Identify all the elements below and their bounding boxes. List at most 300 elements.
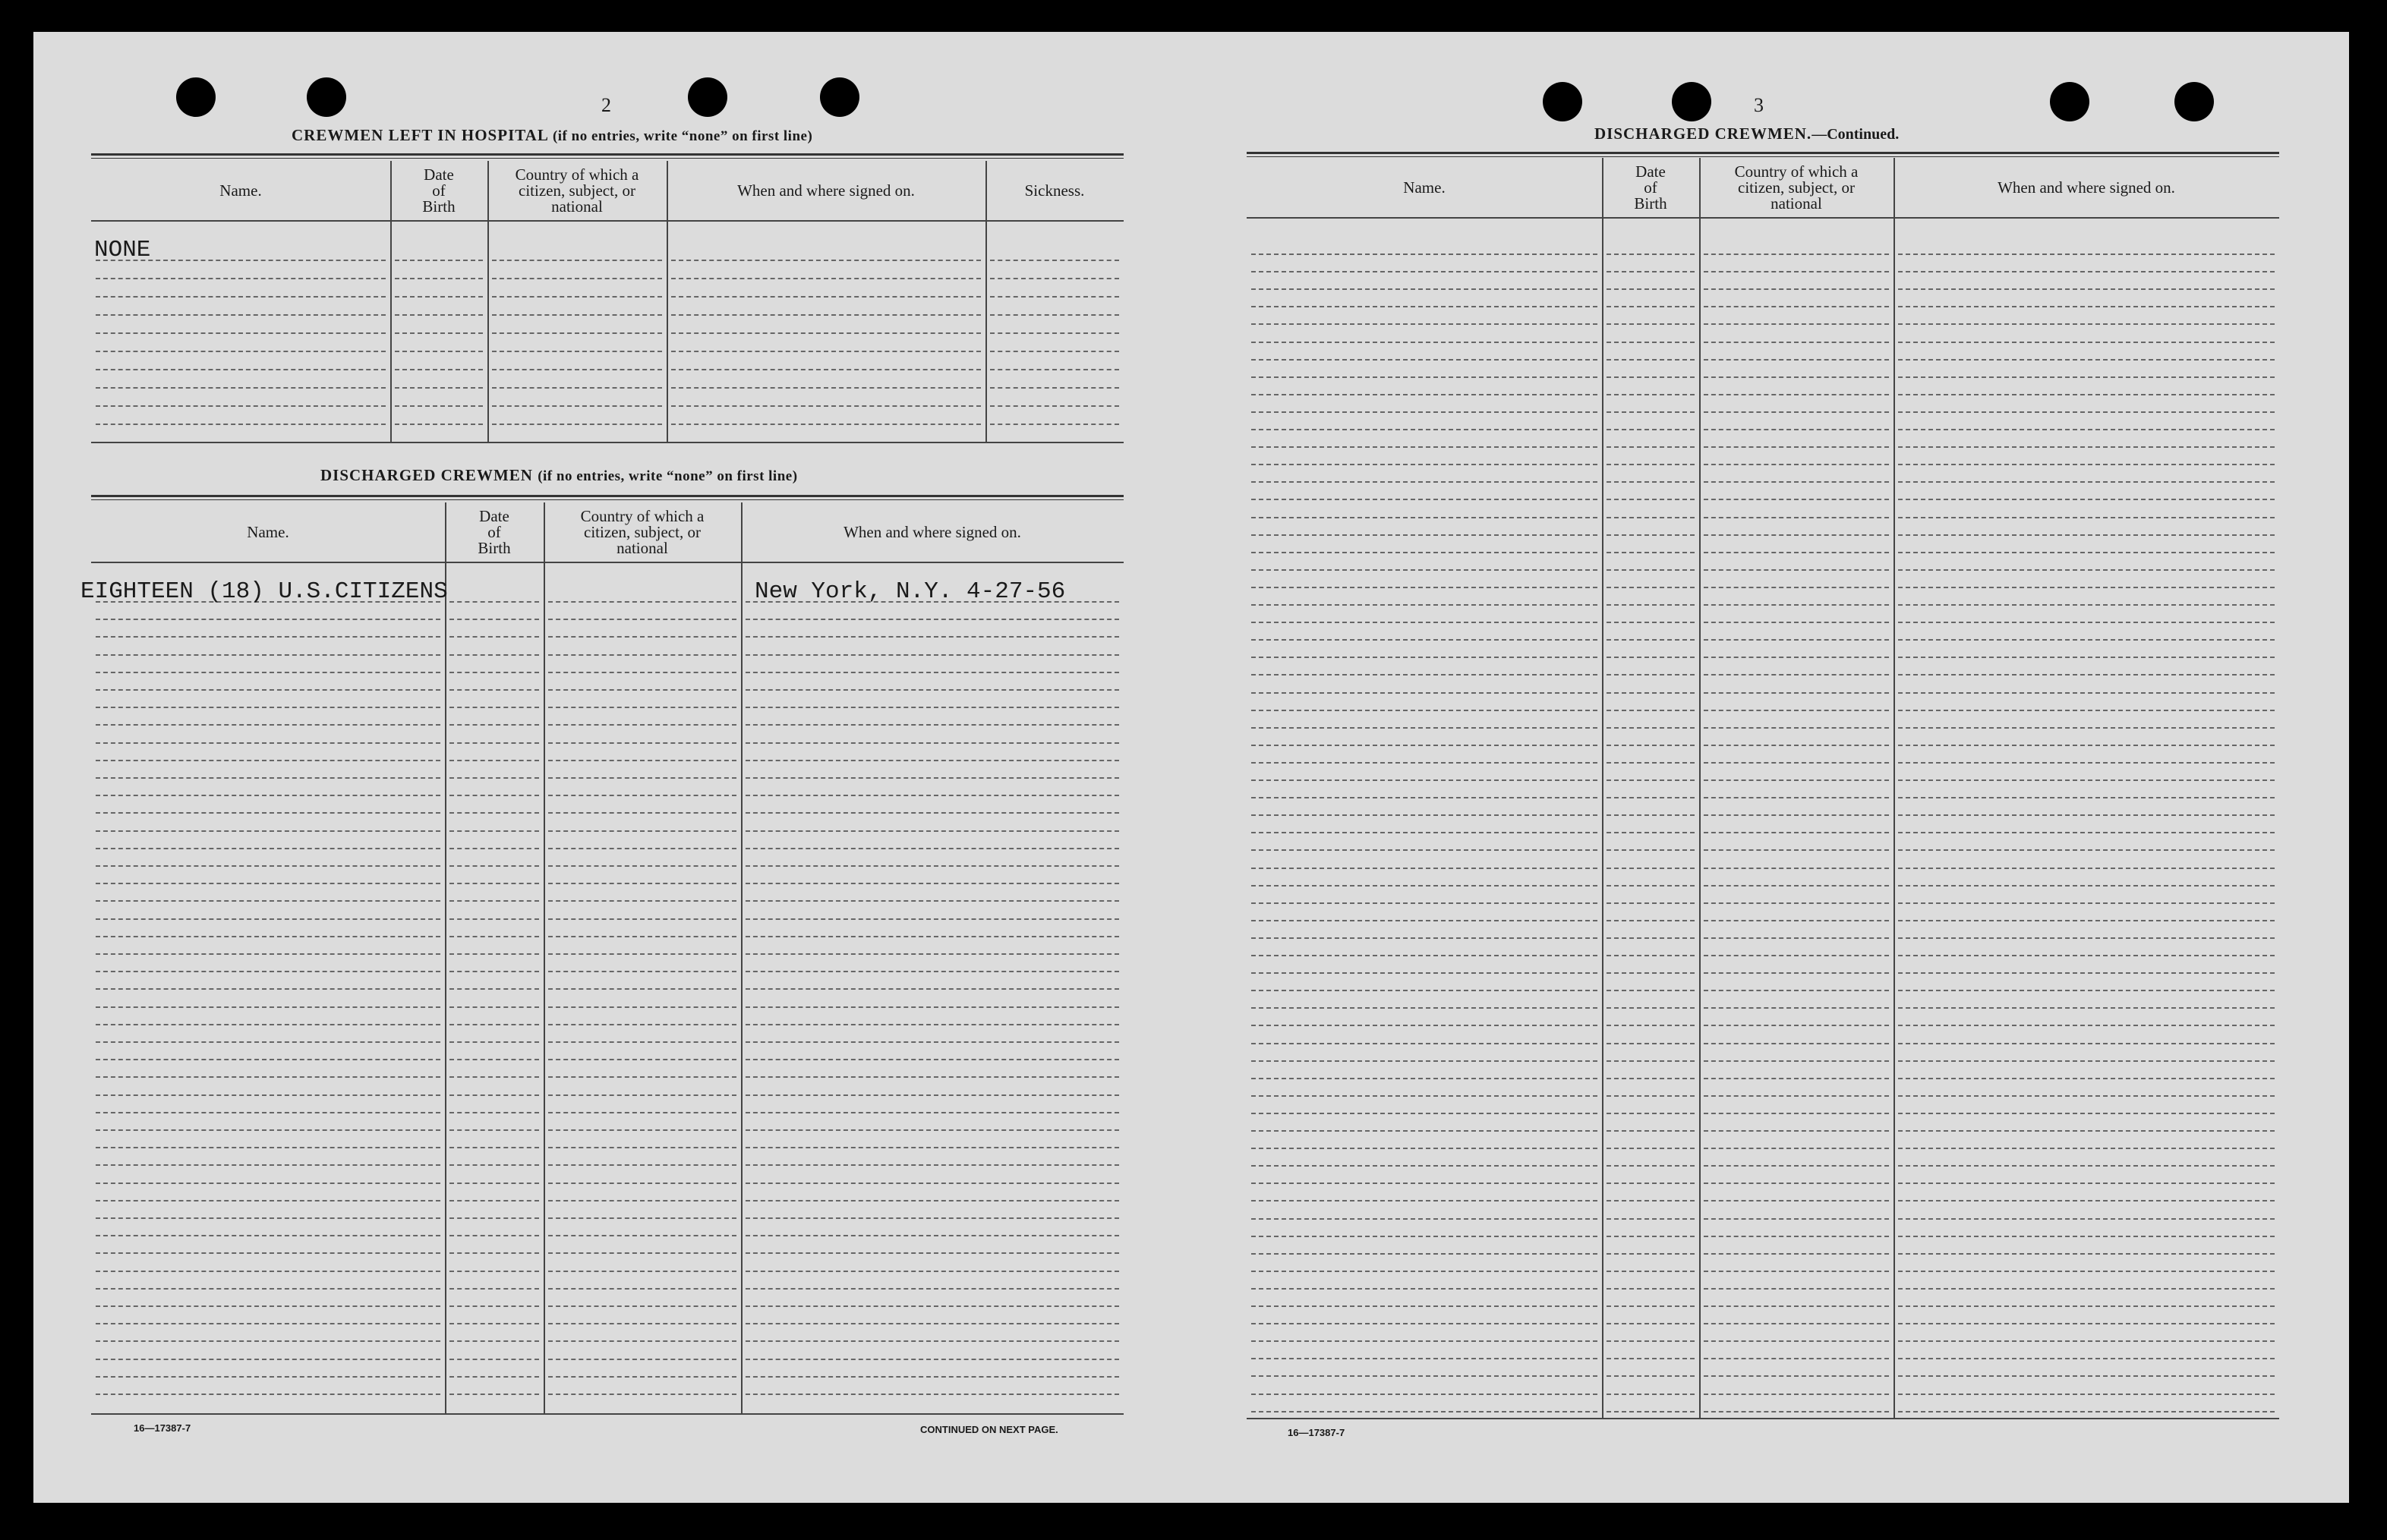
entry-line <box>1607 639 1695 641</box>
entry-line <box>1251 1007 1597 1009</box>
entry-line <box>1607 1183 1695 1184</box>
entry-line <box>1898 446 2275 448</box>
entry-line <box>449 601 539 603</box>
entry-line <box>1898 604 2275 606</box>
entry-line <box>1898 481 2275 483</box>
entry-line <box>990 369 1119 370</box>
entry-line <box>1704 674 1889 676</box>
entry-line <box>1251 1218 1597 1220</box>
entry-line <box>96 812 440 814</box>
entry-line <box>1704 429 1889 430</box>
entry-line <box>1898 779 2275 781</box>
entry-line <box>449 1059 539 1060</box>
entry-line <box>449 1323 539 1324</box>
hospital-divider <box>487 161 489 442</box>
entry-line <box>449 1006 539 1008</box>
entry-line <box>1251 1095 1597 1097</box>
entry-line <box>1607 1043 1695 1044</box>
right-section-title <box>1594 124 1899 143</box>
entry-line <box>1898 1043 2275 1044</box>
entry-line <box>449 953 539 955</box>
entry-line <box>1704 639 1889 641</box>
entry-line <box>96 883 440 884</box>
entry-line <box>96 848 440 849</box>
entry-line <box>548 1094 736 1096</box>
entry-line <box>1898 394 2275 395</box>
entry-line <box>1251 657 1597 658</box>
entry-line <box>1704 411 1889 413</box>
entry-line <box>1607 868 1695 869</box>
entry-line <box>1704 569 1889 571</box>
entry-line <box>990 296 1119 298</box>
entry-line <box>1607 1165 1695 1167</box>
entry-line <box>492 260 662 261</box>
hospital-divider <box>985 161 987 442</box>
entry-line <box>96 1217 440 1219</box>
entry-line <box>96 1359 440 1360</box>
entry-line <box>1898 1288 2275 1290</box>
entry-line <box>449 760 539 761</box>
entry-line <box>1607 1148 1695 1149</box>
entry-line <box>449 1200 539 1201</box>
entry-line <box>1704 271 1889 272</box>
entry-line <box>990 424 1119 425</box>
entry-line <box>1898 814 2275 816</box>
entry-line <box>1704 1236 1889 1237</box>
entry-line <box>1898 569 2275 571</box>
entry-line <box>96 1305 440 1307</box>
entry-line <box>1607 955 1695 956</box>
entry-line <box>449 1305 539 1307</box>
entry-line <box>1704 814 1889 816</box>
entry-line <box>1704 1218 1889 1220</box>
entry-line <box>492 296 662 298</box>
entry-line <box>1607 1218 1695 1220</box>
discharged-bottom-rule <box>91 1413 1124 1415</box>
entry-line <box>1607 1305 1695 1307</box>
entry-line <box>1704 885 1889 887</box>
entry-line <box>548 1217 736 1219</box>
hospital-col-signed-on: When and where signed on. <box>737 181 915 200</box>
entry-line <box>1607 779 1695 781</box>
entry-line <box>746 936 1119 937</box>
entry-line <box>1607 657 1695 658</box>
entry-line <box>1704 1060 1889 1062</box>
entry-line <box>1607 1236 1695 1237</box>
entry-line <box>1898 955 2275 956</box>
entry-line <box>449 1183 539 1184</box>
entry-line <box>1251 1271 1597 1272</box>
entry-line <box>1251 920 1597 921</box>
entry-line <box>746 795 1119 796</box>
entry-line <box>1704 955 1889 956</box>
entry-line <box>1251 849 1597 851</box>
entry-line <box>548 848 736 849</box>
hospital-col-dob: Date of Birth <box>422 165 456 216</box>
entry-line <box>449 1394 539 1395</box>
entry-line <box>746 1147 1119 1148</box>
entry-line <box>1607 710 1695 711</box>
entry-line <box>449 883 539 884</box>
discharged-title-text: DISCHARGED CREWMEN <box>320 466 533 484</box>
entry-line <box>1898 710 2275 711</box>
entry-line <box>1607 832 1695 833</box>
entry-line <box>1898 1253 2275 1255</box>
entry-line <box>1898 937 2275 939</box>
entry-line <box>1607 306 1695 307</box>
entry-line <box>1607 674 1695 676</box>
entry-line <box>548 724 736 726</box>
entry-line <box>1704 1288 1889 1290</box>
entry-line <box>1898 902 2275 904</box>
entry-line <box>1607 1358 1695 1359</box>
discharged-header-rule <box>91 562 1124 563</box>
entry-line <box>1898 1165 2275 1167</box>
entry-line <box>1704 1095 1889 1097</box>
entry-line <box>671 260 981 261</box>
entry-line <box>1898 990 2275 991</box>
entry-line <box>1251 814 1597 816</box>
entry-line <box>96 332 386 334</box>
entry-line <box>1607 1078 1695 1079</box>
entry-line <box>1704 376 1889 378</box>
entry-line <box>1898 885 2275 887</box>
entry-line <box>1607 1323 1695 1324</box>
entry-line <box>96 424 386 425</box>
entry-line <box>1251 552 1597 553</box>
entry-line <box>96 296 386 298</box>
entry-line <box>1251 254 1597 255</box>
entry-line <box>548 1394 736 1395</box>
entry-line <box>1607 359 1695 361</box>
right-title-text: DISCHARGED CREWMEN. <box>1594 124 1812 143</box>
entry-line <box>96 636 440 638</box>
entry-line <box>1251 1148 1597 1149</box>
entry-line <box>449 1288 539 1290</box>
hospital-header-rule <box>91 220 1124 222</box>
entry-line <box>1704 342 1889 343</box>
entry-line <box>1704 868 1889 869</box>
entry-line <box>1607 429 1695 430</box>
entry-line <box>1251 604 1597 606</box>
entry-line <box>1898 1323 2275 1324</box>
entry-line <box>1251 902 1597 904</box>
entry-line <box>671 351 981 352</box>
entry-line <box>1898 1060 2275 1062</box>
entry-line <box>96 918 440 920</box>
entry-line <box>449 654 539 656</box>
entry-line <box>746 636 1119 638</box>
entry-line <box>96 351 386 352</box>
entry-line <box>990 332 1119 334</box>
entry-line <box>1607 1200 1695 1201</box>
entry-line <box>746 1217 1119 1219</box>
hospital-title-text: CREWMEN LEFT IN HOSPITAL <box>292 126 548 144</box>
entry-line <box>1607 990 1695 991</box>
page-number: 2 <box>601 94 611 116</box>
entry-line <box>1251 972 1597 974</box>
entry-line <box>671 296 981 298</box>
punch-hole <box>1672 82 1711 121</box>
entry-line <box>746 1059 1119 1060</box>
entry-line <box>746 1129 1119 1131</box>
entry-line <box>746 1359 1119 1360</box>
entry-line <box>1251 1200 1597 1201</box>
entry-line <box>1607 762 1695 764</box>
entry-line <box>449 1271 539 1272</box>
entry-line <box>1704 920 1889 921</box>
entry-line <box>449 619 539 620</box>
hospital-top-rule <box>91 153 1124 156</box>
entry-line <box>1704 727 1889 729</box>
entry-line <box>1251 1305 1597 1307</box>
entry-line <box>449 830 539 832</box>
entry-line <box>548 654 736 656</box>
entry-line <box>1704 1148 1889 1149</box>
entry-line <box>1704 710 1889 711</box>
entry-line <box>96 865 440 867</box>
entry-line <box>548 689 736 691</box>
entry-line <box>1898 1025 2275 1026</box>
entry-line <box>1251 1358 1597 1359</box>
entry-line <box>395 296 483 298</box>
entry-line <box>1898 1340 2275 1342</box>
entry-line <box>746 1024 1119 1025</box>
entry-line <box>449 1235 539 1236</box>
entry-line <box>1607 1253 1695 1255</box>
entry-line <box>1704 464 1889 465</box>
entry-line <box>449 865 539 867</box>
entry-line <box>96 707 440 708</box>
punch-hole <box>688 77 727 117</box>
entry-line <box>746 848 1119 849</box>
entry-line <box>1607 1025 1695 1026</box>
entry-line <box>1251 1060 1597 1062</box>
discharged-top-rule <box>91 495 1124 497</box>
entry-line <box>746 1235 1119 1236</box>
entry-line <box>1607 1340 1695 1342</box>
entry-line <box>1607 288 1695 290</box>
entry-line <box>1898 868 2275 869</box>
entry-line <box>1704 1130 1889 1132</box>
entry-line <box>1251 323 1597 325</box>
entry-line <box>449 1024 539 1025</box>
entry-line <box>671 387 981 389</box>
entry-line <box>1251 517 1597 518</box>
entry-line <box>1898 323 2275 325</box>
entry-line <box>492 351 662 352</box>
entry-line <box>96 742 440 744</box>
entry-line <box>1607 692 1695 694</box>
entry-line <box>746 1340 1119 1342</box>
entry-line <box>1251 534 1597 536</box>
entry-line <box>548 777 736 779</box>
entry-line <box>1251 499 1597 500</box>
entry-line <box>746 1041 1119 1043</box>
entry-line <box>395 387 483 389</box>
entry-line <box>1251 797 1597 798</box>
entry-line <box>746 1271 1119 1272</box>
entry-line <box>1704 657 1889 658</box>
entry-line <box>96 760 440 761</box>
entry-line <box>1704 797 1889 798</box>
entry-line <box>548 1129 736 1131</box>
entry-line <box>548 1340 736 1342</box>
entry-line <box>746 971 1119 972</box>
discharged-divider <box>445 502 446 1413</box>
entry-line <box>1251 1043 1597 1044</box>
entry-line <box>1251 288 1597 290</box>
entry-line <box>96 936 440 937</box>
entry-line <box>671 369 981 370</box>
entry-line <box>1898 376 2275 378</box>
entry-line <box>548 812 736 814</box>
entry-line <box>746 1200 1119 1201</box>
entry-line <box>1704 832 1889 833</box>
entry-line <box>1704 692 1889 694</box>
entry-line <box>1898 254 2275 255</box>
entry-line <box>1251 464 1597 465</box>
entry-line <box>746 1288 1119 1290</box>
entry-line <box>96 1164 440 1166</box>
entry-line <box>96 1200 440 1201</box>
right-col-name: Name. <box>1403 178 1446 197</box>
entry-line <box>671 424 981 425</box>
entry-line <box>1251 779 1597 781</box>
entry-line <box>1251 990 1597 991</box>
discharged-divider <box>544 502 545 1413</box>
entry-line <box>1704 288 1889 290</box>
entry-line <box>1898 1375 2275 1377</box>
entry-line <box>1607 1394 1695 1395</box>
entry-line <box>96 1024 440 1025</box>
hospital-bottom-rule <box>91 442 1124 443</box>
entry-line <box>1251 692 1597 694</box>
entry-line <box>449 971 539 972</box>
entry-line <box>746 883 1119 884</box>
entry-line <box>1251 306 1597 307</box>
entry-line <box>548 1271 736 1272</box>
entry-line <box>96 1129 440 1131</box>
entry-line <box>1607 1113 1695 1114</box>
entry-line <box>990 260 1119 261</box>
right-col-dob: Date of Birth <box>1634 162 1667 213</box>
entry-line <box>449 724 539 726</box>
entry-line <box>1898 920 2275 921</box>
hospital-col-country: Country of which a citizen, subject, or national <box>515 165 639 216</box>
entry-line <box>548 883 736 884</box>
entry-line <box>548 795 736 796</box>
entry-line <box>1898 639 2275 641</box>
entry-line <box>96 619 440 620</box>
entry-line <box>1898 622 2275 623</box>
entry-line <box>746 1006 1119 1008</box>
entry-line <box>96 672 440 673</box>
entry-line <box>746 1112 1119 1113</box>
entry-line <box>1704 902 1889 904</box>
entry-line <box>449 1129 539 1131</box>
entry-line <box>548 953 736 955</box>
entry-line <box>449 1359 539 1360</box>
entry-line <box>1898 1218 2275 1220</box>
continued-note: CONTINUED ON NEXT PAGE. <box>920 1424 1058 1435</box>
entry-line <box>1251 359 1597 361</box>
entry-line <box>449 848 539 849</box>
entry-line <box>746 689 1119 691</box>
entry-line <box>1251 1025 1597 1026</box>
punch-hole <box>1543 82 1582 121</box>
entry-line <box>1251 710 1597 711</box>
entry-line <box>449 1252 539 1254</box>
entry-line <box>746 1183 1119 1184</box>
entry-line <box>746 760 1119 761</box>
hospital-section-title <box>292 126 812 145</box>
entry-line <box>96 830 440 832</box>
entry-line <box>96 988 440 990</box>
entry-line <box>1704 1375 1889 1377</box>
entry-line <box>1898 1411 2275 1412</box>
form-number: 16—17387-7 <box>134 1422 191 1434</box>
entry-line <box>746 953 1119 955</box>
entry-line <box>548 601 736 603</box>
entry-line <box>1898 692 2275 694</box>
entry-line <box>990 387 1119 389</box>
entry-line <box>746 654 1119 656</box>
entry-line <box>1704 1078 1889 1079</box>
discharged-entry-signed-on: New York, N.Y. 4-27-56 <box>755 578 1066 605</box>
entry-line <box>1704 779 1889 781</box>
entry-line <box>548 1235 736 1236</box>
entry-line <box>1251 1375 1597 1377</box>
entry-line <box>548 1323 736 1324</box>
entry-line <box>1251 394 1597 395</box>
entry-line <box>1898 1183 2275 1184</box>
discharged-section-title <box>320 466 798 485</box>
entry-line <box>449 1164 539 1166</box>
entry-line <box>1251 1078 1597 1079</box>
entry-line <box>1898 797 2275 798</box>
entry-line <box>1607 1411 1695 1412</box>
entry-line <box>449 1041 539 1043</box>
entry-line <box>96 1376 440 1378</box>
entry-line <box>1251 1236 1597 1237</box>
entry-line <box>96 314 386 316</box>
right-top-rule-inner <box>1247 156 2279 157</box>
entry-line <box>548 1376 736 1378</box>
entry-line <box>1607 376 1695 378</box>
entry-line <box>1251 376 1597 378</box>
entry-line <box>548 1305 736 1307</box>
entry-line <box>1898 1394 2275 1395</box>
entry-line <box>548 1076 736 1078</box>
entry-line <box>1607 342 1695 343</box>
entry-line <box>395 424 483 425</box>
entry-line <box>746 830 1119 832</box>
entry-line <box>395 314 483 316</box>
entry-line <box>1251 674 1597 676</box>
entry-line <box>1251 1394 1597 1395</box>
entry-line <box>96 1059 440 1060</box>
entry-line <box>1898 1078 2275 1079</box>
entry-line <box>746 742 1119 744</box>
right-divider <box>1602 158 1603 1418</box>
entry-line <box>1607 1095 1695 1097</box>
entry-line <box>1607 937 1695 939</box>
discharged-col-country: Country of which a citizen, subject, or national <box>580 506 705 557</box>
discharged-instruction: (if no entries, write “none” on first line) <box>538 468 798 484</box>
hospital-divider <box>667 161 668 442</box>
entry-line <box>746 865 1119 867</box>
